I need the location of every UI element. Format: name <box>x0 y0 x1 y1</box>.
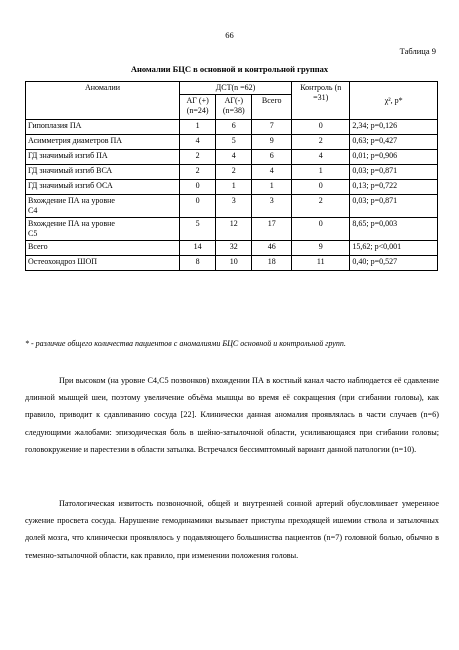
header-ag-plus: АГ (+) (n=24) <box>180 95 216 120</box>
cell-ag-minus: 1 <box>216 180 252 195</box>
row-name: Гипоплазия ПА <box>26 120 180 135</box>
header-control: Контроль (n =31) <box>292 82 350 120</box>
header-ag-minus: АГ(-) (n=38) <box>216 95 252 120</box>
cell-chi: 0,63; p=0,427 <box>350 135 438 150</box>
cell-ag-plus: 0 <box>180 180 216 195</box>
row-name: Асимметрия диаметров ПА <box>26 135 180 150</box>
header-row-1 <box>26 82 438 95</box>
row-name-line1 <box>28 219 177 229</box>
cell-chi: 0,13; p=0,722 <box>350 180 438 195</box>
table-row <box>26 195 438 218</box>
cell-total: 6 <box>252 150 292 165</box>
cell-chi: 8,65; p=0,003 <box>350 218 438 241</box>
header-anomalies: Аномалии <box>26 82 180 120</box>
cell-total: 1 <box>252 180 292 195</box>
cell-ag-plus: 0 <box>180 195 216 218</box>
table-footnote: * - различие общего количества пациентов с аномалиями БЦС основной и контрольной групп. <box>25 339 346 348</box>
cell-ag-plus: 4 <box>180 135 216 150</box>
cell-control: 0 <box>292 180 350 195</box>
page-number: 66 <box>225 30 234 40</box>
table-row <box>26 256 438 271</box>
cell-control: 11 <box>292 256 350 271</box>
cell-control: 2 <box>292 195 350 218</box>
cell-total: 4 <box>252 165 292 180</box>
cell-ag-plus: 2 <box>180 150 216 165</box>
cell-total: 3 <box>252 195 292 218</box>
row-name-line1 <box>28 196 177 206</box>
cell-control: 0 <box>292 120 350 135</box>
cell-ag-minus: 3 <box>216 195 252 218</box>
cell-control: 4 <box>292 150 350 165</box>
row-name: ГД значимый изгиб ОСА <box>26 180 180 195</box>
cell-chi: 15,62; p<0,001 <box>350 241 438 256</box>
cell-control: 1 <box>292 165 350 180</box>
body-paragraph-2: Патологическая извитость позвоночной, общей и внутренней сонной артерий обусловливает умеренное сужение просвета сосуда. Нарушение гемодинамики вызывает приступы преходящей ишемии ствола и затылочных долей мозга, что клинически проявлялось у подавляющего большинства пациентов (n=7) головной болью, обычно в теменно-затылочной области, как правило, при изменении положения головы. <box>25 499 439 560</box>
cell-total: 18 <box>252 256 292 271</box>
table-row <box>26 135 438 150</box>
header-total: Всего <box>252 95 292 120</box>
row-name: Остеохондроз ШОП <box>26 256 180 271</box>
table-row <box>26 218 438 241</box>
cell-chi: 0,03; p=0,871 <box>350 165 438 180</box>
cell-chi: 0,40; p=0,527 <box>350 256 438 271</box>
cell-ag-minus: 2 <box>216 165 252 180</box>
cell-ag-minus: 6 <box>216 120 252 135</box>
cell-chi: 0,01; p=0,906 <box>350 150 438 165</box>
cell-ag-minus: 32 <box>216 241 252 256</box>
row-name <box>26 218 180 241</box>
cell-total: 9 <box>252 135 292 150</box>
cell-control: 9 <box>292 241 350 256</box>
row-name-part1: Вхождение ПА на уровне <box>28 219 115 228</box>
cell-total: 7 <box>252 120 292 135</box>
cell-ag-plus: 8 <box>180 256 216 271</box>
anomalies-table <box>25 81 438 271</box>
row-name: ГД значимый изгиб ВСА <box>26 165 180 180</box>
row-name: Всего <box>26 241 180 256</box>
cell-total: 46 <box>252 241 292 256</box>
cell-ag-plus: 5 <box>180 218 216 241</box>
table-row <box>26 241 438 256</box>
table-row <box>26 180 438 195</box>
row-name-part2: С5 <box>28 229 38 238</box>
table-row <box>26 120 438 135</box>
cell-control: 0 <box>292 218 350 241</box>
header-dst: ДСТ(n =62) <box>180 82 292 95</box>
cell-chi: 2,34; p=0,126 <box>350 120 438 135</box>
cell-ag-plus: 2 <box>180 165 216 180</box>
row-name: ГД значимый изгиб ПА <box>26 150 180 165</box>
cell-ag-plus: 1 <box>180 120 216 135</box>
cell-ag-minus: 4 <box>216 150 252 165</box>
row-name-part1: Вхождение ПА на уровне <box>28 196 115 205</box>
cell-total: 17 <box>252 218 292 241</box>
body-paragraph-1: При высоком (на уровне С4,С5 позвонков) вхождении ПА в костный канал часто наблюдается её сдавление длинной мышцей шеи, поэтому увеличение объёма мышцы во время её сокращения (при сгибании головы), как правило, приводит к сдавливанию сосуда [22]. Клинически данная аномалия проявлялась в части случаев (n=6) следующими жалобами: эпизодическая боль в шейно-затылочной области, усиливающаяся при сгибании головы; головокружение и парестезии в области затылка. Встречался бессимптомный вариант данной патологии (n=10). <box>25 376 439 454</box>
cell-ag-minus: 10 <box>216 256 252 271</box>
row-name <box>26 195 180 218</box>
table-title: Аномалии БЦС в основной и контрольной группах <box>130 64 329 74</box>
row-name-part2: С4 <box>28 206 38 215</box>
header-chi: χ², p* <box>350 82 438 120</box>
table-row <box>26 150 438 165</box>
cell-ag-plus: 14 <box>180 241 216 256</box>
cell-ag-minus: 12 <box>216 218 252 241</box>
cell-control: 2 <box>292 135 350 150</box>
table-row <box>26 165 438 180</box>
cell-ag-minus: 5 <box>216 135 252 150</box>
table-label: Таблица 9 <box>399 46 436 56</box>
cell-chi: 0,03; p=0,871 <box>350 195 438 218</box>
